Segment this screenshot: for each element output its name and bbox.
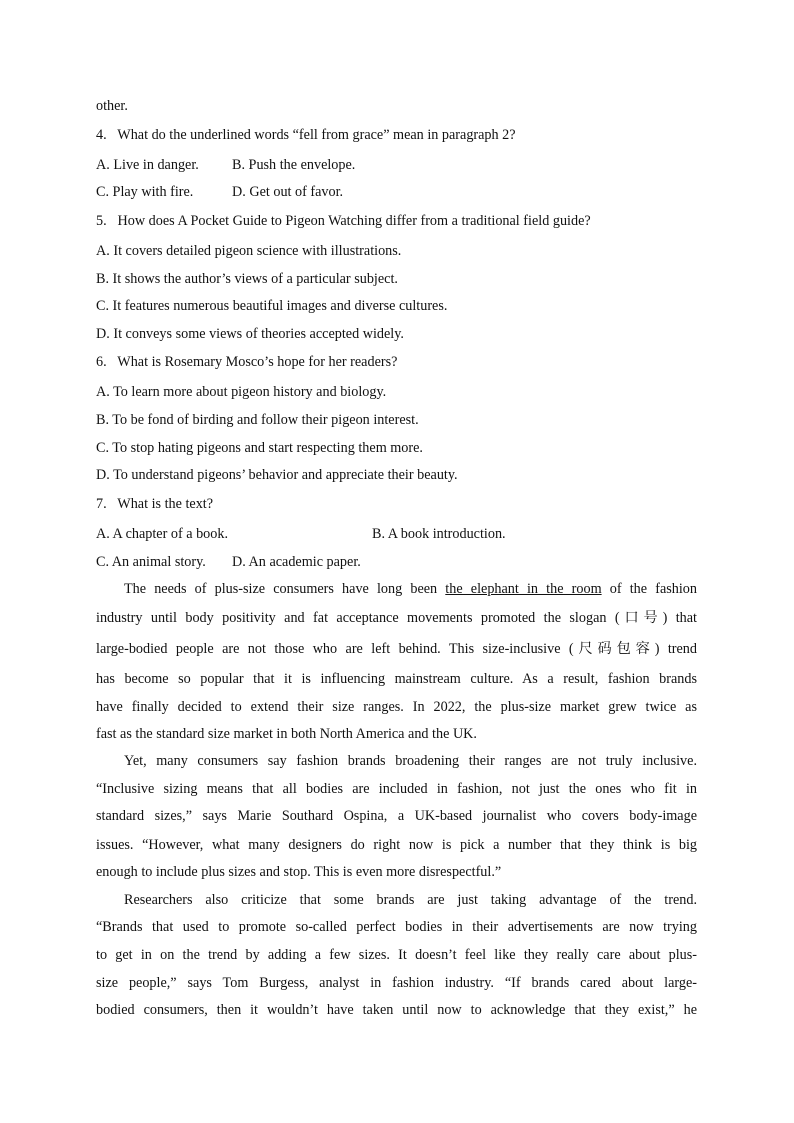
text-run: The needs of plus-size consumers have long been (124, 581, 446, 597)
passage-p3-line-3: to get in on the trend by adding a few sizes. It doesn’t feel like they really care about plus- (96, 947, 697, 963)
passage-p2-line-1: Yet, many consumers say fashion brands broadening their ranges are not truly inclusive. (124, 753, 697, 769)
option-c: C. Play with fire. (96, 184, 194, 200)
option-b: B. To be fond of birding and follow their pigeon interest. (96, 412, 419, 428)
question-stem: How does A Pocket Guide to Pigeon Watching differ from a traditional field guide? (117, 213, 591, 229)
q7-options-row-2 (96, 552, 696, 572)
passage-p2-line-2: “Inclusive sizing means that all bodies are included in fashion, not just the ones who fit in (96, 781, 697, 797)
question-6 (96, 352, 696, 372)
passage-p3-line-5: bodied consumers, then it wouldn’t have taken until now to acknowledge that they exist,” he (96, 1002, 697, 1018)
option-a: A. Live in danger. (96, 157, 199, 173)
underlined-phrase: the elephant in the room (445, 581, 602, 597)
passage-p3-line-4: size people,” says Tom Burgess, analyst in fashion industry. “If brands cared about large- (96, 975, 697, 991)
q7-options-row-1 (96, 524, 696, 544)
question-number: 7. (96, 496, 107, 512)
q4-options-row-1 (96, 155, 696, 175)
text-run: of the fashion (601, 581, 697, 597)
q4-options-row-2 (96, 182, 696, 202)
option-a: A. A chapter of a book. (96, 526, 228, 542)
passage-p3-line-1: Researchers also criticize that some brands are just taking advantage of the trend. (124, 892, 697, 908)
option-c: C. To stop hating pigeons and start respecting them more. (96, 440, 423, 456)
option-b: B. A book introduction. (372, 526, 506, 542)
question-5 (96, 211, 696, 231)
question-number: 4. (96, 127, 107, 143)
passage-p1-line-1 (124, 579, 697, 599)
option-b: B. It shows the author’s views of a particular subject. (96, 271, 398, 287)
passage-p1-line-2: industry until body positivity and fat acceptance movements promoted the slogan (口号) that (96, 610, 697, 626)
passage-p1-line-6: fast as the standard size market in both North America and the UK. (96, 726, 477, 742)
option-a: A. To learn more about pigeon history and biology. (96, 384, 387, 400)
passage-p2-line-3: standard sizes,” says Marie Southard Ospina, a UK-based journalist who covers body-image (96, 808, 697, 824)
passage-p1-line-4: has become so popular that it is influencing mainstream culture. As a result, fashion brands (96, 671, 697, 687)
option-c: C. It features numerous beautiful images and diverse cultures. (96, 298, 448, 314)
passage-p1-line-3: large-bodied people are not those who are left behind. This size-inclusive (尺码包容) trend (96, 641, 697, 657)
question-7 (96, 494, 696, 514)
option-d: D. To understand pigeons’ behavior and appreciate their beauty. (96, 467, 458, 483)
question-stem: What is Rosemary Mosco’s hope for her readers? (117, 354, 398, 370)
question-4 (96, 125, 696, 145)
option-a: A. It covers detailed pigeon science with illustrations. (96, 243, 402, 259)
option-d: D. It conveys some views of theories accepted widely. (96, 326, 404, 342)
question-stem: What is the text? (117, 496, 214, 512)
option-d: D. An academic paper. (232, 554, 361, 570)
carryover-text: other. (96, 98, 128, 114)
option-c: C. An animal story. (96, 554, 206, 570)
passage-p2-line-5: enough to include plus sizes and stop. This is even more disrespectful.” (96, 864, 502, 880)
passage-p1-line-5: have finally decided to extend their size ranges. In 2022, the plus-size market grew twice as (96, 699, 697, 715)
question-stem: What do the underlined words “fell from grace” mean in paragraph 2? (117, 127, 516, 143)
passage-p2-line-4: issues. “However, what many designers do right now is pick a number that they think is big (96, 837, 697, 853)
question-number: 6. (96, 354, 107, 370)
option-d: D. Get out of favor. (232, 184, 344, 200)
option-b: B. Push the envelope. (232, 157, 356, 173)
question-number: 5. (96, 213, 107, 229)
passage-p3-line-2: “Brands that used to promote so-called perfect bodies in their advertisements are now trying (96, 919, 697, 935)
